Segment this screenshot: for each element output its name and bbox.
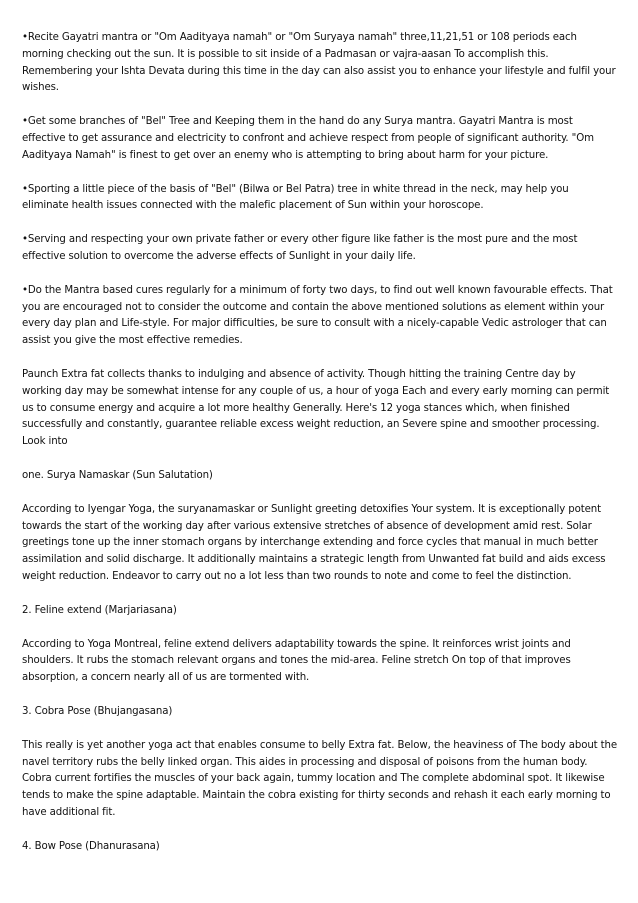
paragraph-bel-root-thread: •Sporting a little piece of the basis of "Bel" (Bilwa or Bel Patra) tree in white thread in the neck, may help you eliminate health issues connected with the malefic placement of Sun within your horoscope. [22, 183, 569, 212]
paragraph-paunch-fat: Paunch Extra fat collects thanks to indulging and absence of activity. Though hitting the training Centre day by working day may be somewhat intense for any couple of us, a hour of yoga Each and every early morning can permit us to consume energy and acquire a lot more healthy Generally. Here's 12 yoga stances which, when finished successfully and constantly, guarantee reliable excess weight reduction, an Severe spine and smoother processing. Look into [22, 368, 610, 448]
heading-bow-pose: 4. Bow Pose (Dhanurasana) [22, 840, 160, 852]
paragraph-cobra-pose: This really is yet another yoga act that enables consume to belly Extra fat. Below, the heaviness of The body about the navel territory rubs the belly linked organ. This aides in processing and disposal of poisons from the human body. Cobra current fortifies the muscles of your back again, tummy location and The complete abdominal spot. It likewise tends to make the spine adaptable. Maintain the cobra existing for thirty seconds and rehash it each early morning to have additional fit. [22, 739, 618, 818]
paragraph-mantra-cures: •Do the Mantra based cures regularly for a minimum of forty two days, to find out well known favourable effects. That you are encouraged not to consider the outcome and contain the above mentioned solutions as element within your every day plan and Life-style. For major difficulties, be sure to consult with a nicely-capable Vedic astrologer that can assist you give the most effective remedies. [22, 284, 613, 347]
paragraph-surya-namaskar: According to Iyengar Yoga, the suryanamaskar or Sunlight greeting detoxifies Your system. It is exceptionally potent towards the start of the working day after various extensive stretches of absence of development amid rest. Solar greetings tone up the inner stomach organs by interchange extending and force cycles that manual in much better assimilation and solid discharge. It additionally maintains a strategic length from Unwanted fat build and aids excess weight reduction. Endeavor to carry out no a lot less than two rounds to note and come to feel the distinction. [22, 503, 606, 582]
heading-feline-extend: 2. Feline extend (Marjariasana) [22, 604, 177, 616]
heading-cobra-pose: 3. Cobra Pose (Bhujangasana) [22, 705, 173, 717]
paragraph-respect-father: •Serving and respecting your own private father or every other figure like father is the most pure and the most effective solution to overcome the adverse effects of Sunlight in your daily life. [22, 234, 578, 262]
heading-surya-namaskar: one. Surya Namaskar (Sun Salutation) [22, 469, 213, 481]
paragraph-feline-extend: According to Yoga Montreal, feline extend delivers adaptability towards the spine. It reinforces wrist joints and shoulders. It rubs the stomach relevant organs and tones the mid-area. Feline stretch On top of that improves absorption, a concern nearly all of us are tormented with. [22, 638, 571, 684]
paragraph-bel-tree-branches: •Get some branches of "Bel" Tree and Keeping them in the hand do any Surya mantra. Gayatri Mantra is most effective to get assurance and electricity to confront and achieve respect from people of significant authority. "Om Aadityaya Namah" is finest to get over an enemy who is attempting to bring about harm for your picture. [22, 116, 594, 161]
paragraph-gayatri-mantra: •Recite Gayatri mantra or "Om Aadityaya namah" or "Om Suryaya namah" three,11,21,51 or 108 periods each morning checking out the sun. It is possible to sit inside of a Padmasan or vajra-aasan To accomplish this. Remembering your Ishta Devata during this time in the day can also assist you to enhance your lifestyle and fulfil your wishes. [22, 32, 616, 94]
